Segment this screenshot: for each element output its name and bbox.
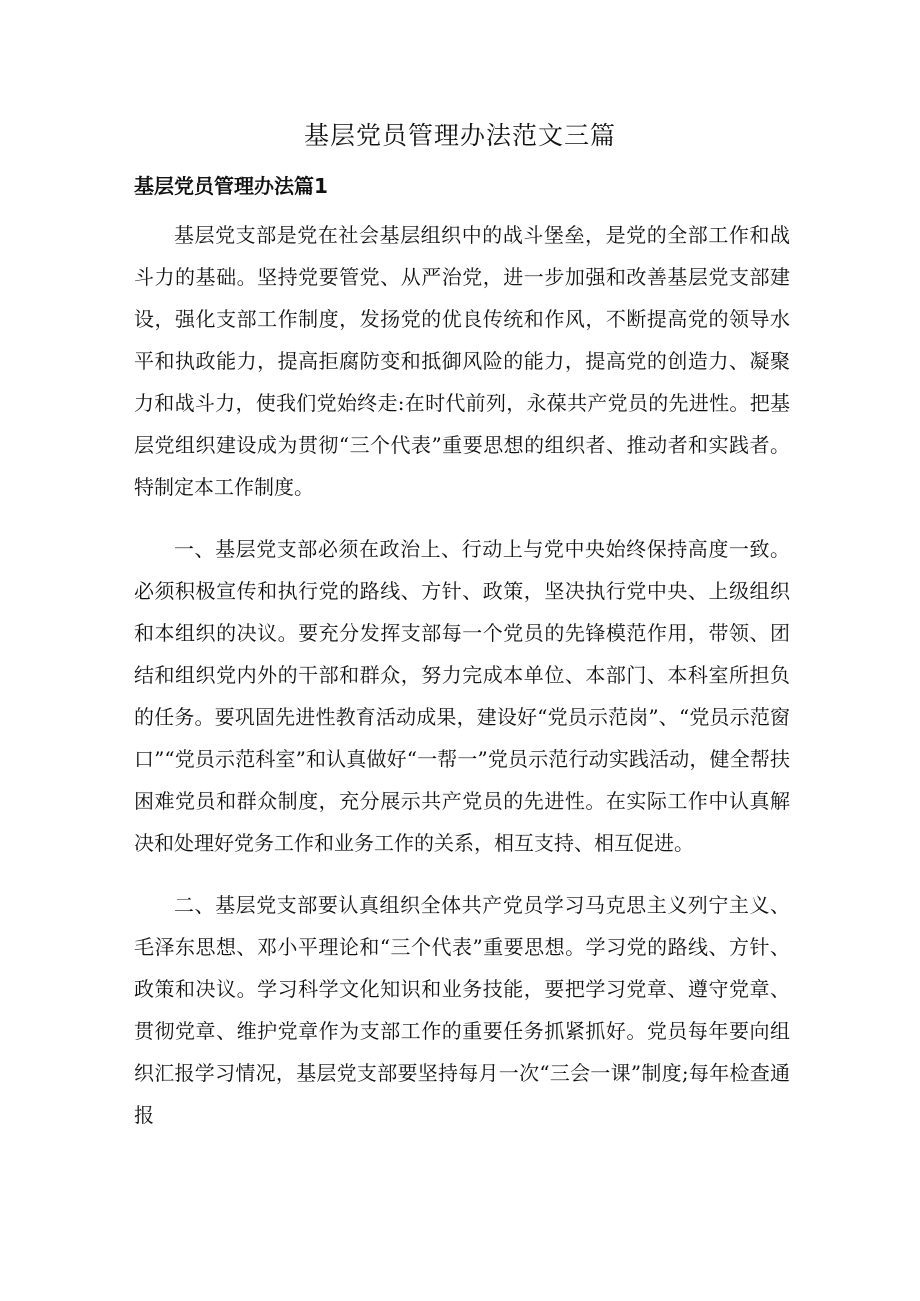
paragraph-intro: 基层党支部是党在社会基层组织中的战斗堡垒，是党的全部工作和战斗力的基础。坚持党要管党、从严治党，进一步加强和改善基层党支部建设，强化支部工作制度，发扬党的优良传统和作风，不断提高党的领导水平和执政能力，提高拒腐防变和抵御风险的能力，提高党的创造力、凝聚力和战斗力，使我们党始终走:在时代前列，永葆共产党员的先进性。把基层党组织建设成为贯彻“三个代表”重要思想的组织者、推动者和实践者。特制定本工作制度。: [134, 223, 790, 499]
section-heading: 基层党员管理办法篇1: [134, 174, 328, 198]
paragraph-item-2: 二、基层党支部要认真组织全体共产党员学习马克思主义列宁主义、毛泽东思想、邓小平理论和“三个代表”重要思想。学习党的路线、方针、政策和决议。学习科学文化知识和业务技能，要把学习党章、遵守党章、贯彻党章、维护党章作为支部工作的重要任务抓紧抓好。党员每年要向组织汇报学习情况，基层党支部要坚持每月一次“三会一课”制度;每年检查通报: [134, 893, 790, 1127]
document-title: 基层党员管理办法范文三篇: [303, 121, 616, 150]
paragraph-item-1: 一、基层党支部必须在政治上、行动上与党中央始终保持高度一致。必须积极宣传和执行党的路线、方针、政策，坚决执行党中央、上级组织和本组织的决议。要充分发挥支部每一个党员的先锋模范作用，带领、团结和组织党内外的干部和群众，努力完成本单位、本部门、本科室所担负的任务。要巩固先进性教育活动成果，建设好“党员示范岗”、“党员示范窗口”“党员示范科室”和认真做好“一帮一”党员示范行动实践活动，健全帮扶困难党员和群众制度，充分展示共产党员的先进性。在实际工作中认真解决和处理好党务工作和业务工作的关系，相互支持、相互促进。: [134, 537, 790, 855]
document-body: [134, 214, 790, 1156]
